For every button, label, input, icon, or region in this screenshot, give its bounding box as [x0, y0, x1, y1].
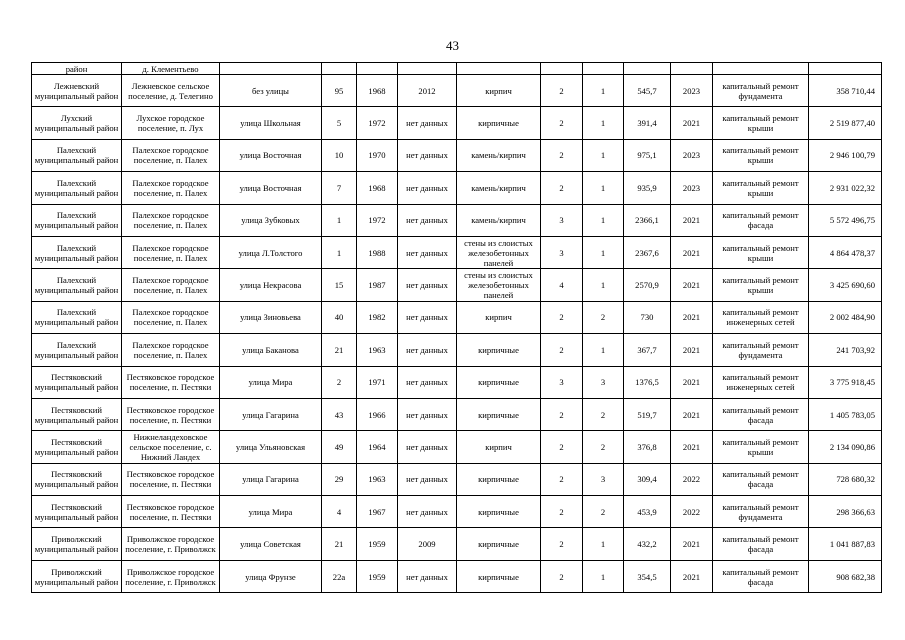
cell-area: 354,5: [624, 560, 671, 592]
cell-street: [220, 63, 322, 75]
table-row: [32, 496, 882, 528]
cell-settlement: Палехское городское поселение, п. Палех: [122, 204, 220, 236]
cell-repair-year: 2021: [671, 301, 713, 333]
cell-year-renovated: нет данных: [398, 431, 457, 463]
table-row: [32, 431, 882, 463]
cell-wall-material: кирпичные: [457, 463, 541, 495]
cell-cost: 2 931 022,32: [809, 172, 882, 204]
cell-floors: 2: [541, 172, 583, 204]
cell-wall-material: стены из слоистых железобетонных панелей: [457, 236, 541, 268]
cell-year-renovated: нет данных: [398, 172, 457, 204]
cell-year-built: 1959: [357, 528, 398, 560]
cell-district: Палехский муниципальный район: [32, 269, 122, 301]
cell-house-number: 21: [322, 334, 357, 366]
cell-floors: 2: [541, 496, 583, 528]
cell-entrances: 1: [583, 528, 624, 560]
cell-work-type: капитальный ремонт фасада: [713, 528, 809, 560]
cell-repair-year: 2021: [671, 334, 713, 366]
cell-wall-material: кирпичные: [457, 366, 541, 398]
cell-wall-material: камень/кирпич: [457, 204, 541, 236]
cell-settlement: Пестяковское городское поселение, п. Пестяки: [122, 463, 220, 495]
table-row: [32, 204, 882, 236]
cell-year-renovated: 2012: [398, 75, 457, 107]
cell-settlement: Нижнеландеховское сельское поселение, с. Нижний Ландех: [122, 431, 220, 463]
cell-work-type: капитальный ремонт крыши: [713, 269, 809, 301]
cell-floors: 2: [541, 431, 583, 463]
table-row: [32, 528, 882, 560]
cell-wall-material: камень/кирпич: [457, 172, 541, 204]
cell-street: улица Ульяновская: [220, 431, 322, 463]
cell-year-built: 1963: [357, 334, 398, 366]
cell-year-built: 1959: [357, 560, 398, 592]
table-row: [32, 139, 882, 171]
cell-work-type: капитальный ремонт фундамента: [713, 496, 809, 528]
cell-cost: 2 946 100,79: [809, 139, 882, 171]
cell-repair-year: 2021: [671, 269, 713, 301]
table-row: [32, 236, 882, 268]
cell-house-number: 40: [322, 301, 357, 333]
cell-wall-material: кирпич: [457, 301, 541, 333]
cell-floors: 3: [541, 204, 583, 236]
cell-cost: 358 710,44: [809, 75, 882, 107]
cell-house-number: [322, 63, 357, 75]
cell-repair-year: [671, 63, 713, 75]
cell-street: улица Гагарина: [220, 398, 322, 430]
cell-street: улица Л.Толстого: [220, 236, 322, 268]
cell-cost: 728 680,32: [809, 463, 882, 495]
cell-year-built: 1963: [357, 463, 398, 495]
cell-repair-year: 2023: [671, 75, 713, 107]
cell-year-renovated: нет данных: [398, 139, 457, 171]
cell-repair-year: 2021: [671, 107, 713, 139]
cell-settlement: Палехское городское поселение, п. Палех: [122, 334, 220, 366]
table-row: [32, 463, 882, 495]
cell-area: 1376,5: [624, 366, 671, 398]
cell-floors: 3: [541, 366, 583, 398]
cell-floors: 2: [541, 528, 583, 560]
cell-floors: 2: [541, 301, 583, 333]
cell-street: улица Мира: [220, 366, 322, 398]
cell-settlement: Пестяковское городское поселение, п. Пестяки: [122, 366, 220, 398]
cell-entrances: 2: [583, 301, 624, 333]
cell-work-type: капитальный ремонт фундамента: [713, 334, 809, 366]
cell-entrances: 3: [583, 463, 624, 495]
cell-repair-year: 2021: [671, 431, 713, 463]
cell-entrances: 3: [583, 366, 624, 398]
cell-area: 309,4: [624, 463, 671, 495]
cell-settlement: Палехское городское поселение, п. Палех: [122, 301, 220, 333]
cell-house-number: 49: [322, 431, 357, 463]
cell-settlement: Пестяковское городское поселение, п. Пестяки: [122, 496, 220, 528]
cell-repair-year: 2021: [671, 366, 713, 398]
cell-year-built: 1972: [357, 107, 398, 139]
cell-district: Пестяковский муниципальный район: [32, 463, 122, 495]
table-row: [32, 301, 882, 333]
cell-work-type: капитальный ремонт фасада: [713, 204, 809, 236]
cell-year-built: 1972: [357, 204, 398, 236]
cell-settlement: Приволжское городское поселение, г. Приволжск: [122, 528, 220, 560]
cell-floors: 2: [541, 463, 583, 495]
cell-repair-year: 2021: [671, 236, 713, 268]
cell-house-number: 22а: [322, 560, 357, 592]
cell-repair-year: 2023: [671, 139, 713, 171]
cell-street: улица Советская: [220, 528, 322, 560]
cell-work-type: капитальный ремонт инженерных сетей: [713, 301, 809, 333]
cell-area: 2570,9: [624, 269, 671, 301]
cell-district: Лежневский муниципальный район: [32, 75, 122, 107]
cell-district: район: [32, 63, 122, 75]
cell-year-renovated: нет данных: [398, 366, 457, 398]
cell-wall-material: кирпичные: [457, 398, 541, 430]
cell-cost: 3 425 690,60: [809, 269, 882, 301]
cell-settlement: Пестяковское городское поселение, п. Пестяки: [122, 398, 220, 430]
cell-cost: [809, 63, 882, 75]
cell-house-number: 5: [322, 107, 357, 139]
cell-district: Пестяковский муниципальный район: [32, 398, 122, 430]
cell-cost: 3 775 918,45: [809, 366, 882, 398]
cell-year-renovated: нет данных: [398, 236, 457, 268]
cell-street: улица Зиновьева: [220, 301, 322, 333]
cell-year-renovated: нет данных: [398, 496, 457, 528]
cell-entrances: 1: [583, 269, 624, 301]
cell-wall-material: кирпичные: [457, 334, 541, 366]
cell-entrances: 1: [583, 334, 624, 366]
cell-floors: 2: [541, 560, 583, 592]
cell-work-type: капитальный ремонт крыши: [713, 107, 809, 139]
cell-repair-year: 2022: [671, 463, 713, 495]
cell-district: Пестяковский муниципальный район: [32, 366, 122, 398]
cell-floors: 2: [541, 139, 583, 171]
cell-entrances: 1: [583, 560, 624, 592]
cell-floors: 3: [541, 236, 583, 268]
cell-settlement: Палехское городское поселение, п. Палех: [122, 139, 220, 171]
cell-settlement: Палехское городское поселение, п. Палех: [122, 236, 220, 268]
cell-house-number: 1: [322, 204, 357, 236]
cell-year-renovated: [398, 63, 457, 75]
cell-year-built: [357, 63, 398, 75]
cell-year-renovated: нет данных: [398, 204, 457, 236]
cell-cost: 4 864 478,37: [809, 236, 882, 268]
cell-year-renovated: нет данных: [398, 107, 457, 139]
cell-area: 519,7: [624, 398, 671, 430]
cell-area: 391,4: [624, 107, 671, 139]
cell-work-type: капитальный ремонт фасада: [713, 463, 809, 495]
cell-street: улица Баканова: [220, 334, 322, 366]
cell-work-type: капитальный ремонт фасада: [713, 398, 809, 430]
cell-street: улица Некрасова: [220, 269, 322, 301]
table-row: [32, 269, 882, 301]
cell-year-built: 1982: [357, 301, 398, 333]
cell-area: 545,7: [624, 75, 671, 107]
cell-street: улица Школьная: [220, 107, 322, 139]
cell-work-type: [713, 63, 809, 75]
cell-area: 453,9: [624, 496, 671, 528]
cell-entrances: 1: [583, 75, 624, 107]
cell-entrances: 2: [583, 398, 624, 430]
cell-district: Палехский муниципальный район: [32, 139, 122, 171]
cell-year-built: 1970: [357, 139, 398, 171]
table-row: [32, 334, 882, 366]
cell-entrances: 2: [583, 496, 624, 528]
cell-repair-year: 2021: [671, 398, 713, 430]
cell-district: Лухский муниципальный район: [32, 107, 122, 139]
cell-settlement: Палехское городское поселение, п. Палех: [122, 172, 220, 204]
cell-area: 367,7: [624, 334, 671, 366]
cell-street: улица Зубковых: [220, 204, 322, 236]
table-row-partial: [32, 63, 882, 75]
cell-work-type: капитальный ремонт фасада: [713, 560, 809, 592]
cell-settlement: Лухское городское поселение, п. Лух: [122, 107, 220, 139]
cell-cost: 298 366,63: [809, 496, 882, 528]
cell-cost: 2 519 877,40: [809, 107, 882, 139]
cell-house-number: 2: [322, 366, 357, 398]
table-row: [32, 75, 882, 107]
cell-settlement: Палехское городское поселение, п. Палех: [122, 269, 220, 301]
cell-entrances: 1: [583, 172, 624, 204]
cell-floors: 2: [541, 334, 583, 366]
table-row: [32, 172, 882, 204]
cell-year-renovated: нет данных: [398, 463, 457, 495]
cell-settlement: Приволжское городское поселение, г. Приволжск: [122, 560, 220, 592]
cell-entrances: 1: [583, 236, 624, 268]
cell-wall-material: кирпичные: [457, 496, 541, 528]
cell-work-type: капитальный ремонт инженерных сетей: [713, 366, 809, 398]
cell-settlement: Лежневское сельское поселение, д. Телегино: [122, 75, 220, 107]
cell-floors: 2: [541, 398, 583, 430]
cell-wall-material: кирпичные: [457, 528, 541, 560]
cell-street: улица Гагарина: [220, 463, 322, 495]
cell-work-type: капитальный ремонт фундамента: [713, 75, 809, 107]
cell-house-number: 7: [322, 172, 357, 204]
cell-district: Палехский муниципальный район: [32, 334, 122, 366]
cell-year-renovated: нет данных: [398, 398, 457, 430]
cell-entrances: [583, 63, 624, 75]
cell-district: Приволжский муниципальный район: [32, 528, 122, 560]
cell-house-number: 10: [322, 139, 357, 171]
cell-street: улица Мира: [220, 496, 322, 528]
cell-wall-material: [457, 63, 541, 75]
cell-repair-year: 2021: [671, 528, 713, 560]
table-row: [32, 560, 882, 592]
cell-cost: 5 572 496,75: [809, 204, 882, 236]
cell-entrances: 1: [583, 204, 624, 236]
cell-entrances: 1: [583, 139, 624, 171]
cell-area: 376,8: [624, 431, 671, 463]
cell-year-built: 1971: [357, 366, 398, 398]
cell-cost: 2 002 484,90: [809, 301, 882, 333]
cell-repair-year: 2023: [671, 172, 713, 204]
cell-cost: 908 682,38: [809, 560, 882, 592]
cell-repair-year: 2021: [671, 204, 713, 236]
cell-area: [624, 63, 671, 75]
cell-work-type: капитальный ремонт крыши: [713, 139, 809, 171]
cell-street: улица Фрунзе: [220, 560, 322, 592]
table-row: [32, 107, 882, 139]
cell-year-renovated: нет данных: [398, 560, 457, 592]
cell-repair-year: 2021: [671, 560, 713, 592]
cell-entrances: 1: [583, 107, 624, 139]
cell-year-built: 1968: [357, 75, 398, 107]
cell-cost: 241 703,92: [809, 334, 882, 366]
cell-area: 2366,1: [624, 204, 671, 236]
cell-district: Палехский муниципальный район: [32, 301, 122, 333]
cell-district: Пестяковский муниципальный район: [32, 431, 122, 463]
cell-year-built: 1987: [357, 269, 398, 301]
cell-house-number: 15: [322, 269, 357, 301]
cell-year-built: 1968: [357, 172, 398, 204]
cell-year-renovated: нет данных: [398, 301, 457, 333]
cell-year-renovated: нет данных: [398, 269, 457, 301]
page-number: 43: [446, 38, 459, 53]
cell-wall-material: стены из слоистых железобетонных панелей: [457, 269, 541, 301]
cell-district: Палехский муниципальный район: [32, 172, 122, 204]
cell-street: без улицы: [220, 75, 322, 107]
cell-house-number: 29: [322, 463, 357, 495]
cell-year-built: 1988: [357, 236, 398, 268]
cell-cost: 1 405 783,05: [809, 398, 882, 430]
cell-repair-year: 2022: [671, 496, 713, 528]
table-row: [32, 398, 882, 430]
cell-street: улица Восточная: [220, 139, 322, 171]
cell-wall-material: кирпич: [457, 431, 541, 463]
cell-area: 935,9: [624, 172, 671, 204]
cell-entrances: 2: [583, 431, 624, 463]
cell-district: Палехский муниципальный район: [32, 204, 122, 236]
cell-wall-material: кирпич: [457, 75, 541, 107]
cell-floors: [541, 63, 583, 75]
cell-wall-material: камень/кирпич: [457, 139, 541, 171]
cell-floors: 2: [541, 75, 583, 107]
cell-settlement: д. Клементьево: [122, 63, 220, 75]
cell-area: 432,2: [624, 528, 671, 560]
cell-wall-material: кирпичные: [457, 560, 541, 592]
cell-work-type: капитальный ремонт крыши: [713, 431, 809, 463]
cell-year-built: 1967: [357, 496, 398, 528]
cell-district: Палехский муниципальный район: [32, 236, 122, 268]
cell-area: 2367,6: [624, 236, 671, 268]
cell-cost: 2 134 090,86: [809, 431, 882, 463]
cell-year-built: 1964: [357, 431, 398, 463]
cell-year-built: 1966: [357, 398, 398, 430]
cell-floors: 2: [541, 107, 583, 139]
cell-house-number: 95: [322, 75, 357, 107]
cell-house-number: 43: [322, 398, 357, 430]
cell-district: Пестяковский муниципальный район: [32, 496, 122, 528]
cell-wall-material: кирпичные: [457, 107, 541, 139]
cell-house-number: 21: [322, 528, 357, 560]
cell-floors: 4: [541, 269, 583, 301]
buildings-table: [31, 62, 882, 593]
cell-district: Приволжский муниципальный район: [32, 560, 122, 592]
cell-work-type: капитальный ремонт крыши: [713, 236, 809, 268]
cell-house-number: 4: [322, 496, 357, 528]
cell-house-number: 1: [322, 236, 357, 268]
cell-year-renovated: нет данных: [398, 334, 457, 366]
cell-cost: 1 041 887,83: [809, 528, 882, 560]
cell-work-type: капитальный ремонт крыши: [713, 172, 809, 204]
cell-street: улица Восточная: [220, 172, 322, 204]
cell-area: 975,1: [624, 139, 671, 171]
table-row: [32, 366, 882, 398]
cell-area: 730: [624, 301, 671, 333]
cell-year-renovated: 2009: [398, 528, 457, 560]
